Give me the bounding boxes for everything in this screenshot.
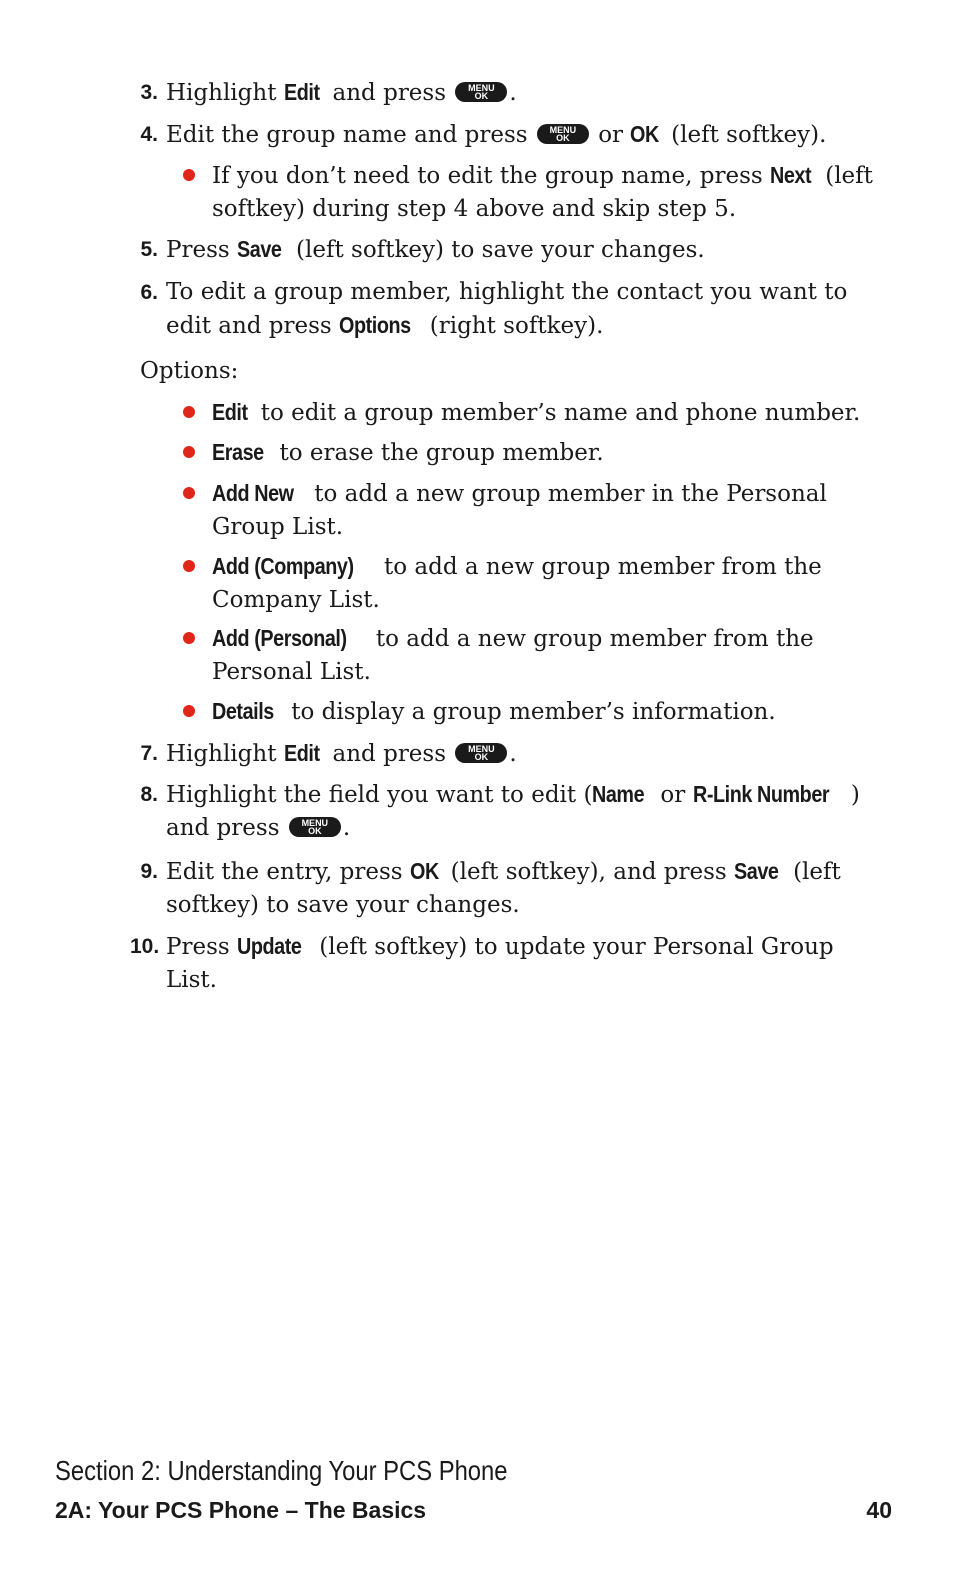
text-run: .	[509, 80, 517, 106]
option-term: Erase	[212, 439, 264, 465]
option-desc: to add a new group member from the Company List.	[212, 554, 822, 613]
menu-ok-key-icon: MENU OK	[289, 817, 341, 837]
step-4	[130, 118, 870, 152]
step-number: 8.	[140, 783, 158, 806]
option-text	[212, 436, 873, 470]
step-number: 3.	[140, 81, 158, 104]
text-run: (left softkey) to save your changes.	[288, 237, 705, 263]
step-number: 6.	[140, 281, 158, 304]
options-label: Options:	[140, 358, 239, 384]
option-term: Edit	[212, 399, 248, 425]
option-item	[183, 396, 873, 430]
note-text	[212, 159, 873, 226]
text-run: If you don’t need to edit the group name, press	[212, 163, 771, 189]
keyword-save: Save	[734, 858, 779, 884]
step-6	[130, 276, 870, 343]
step-9	[130, 855, 870, 922]
step-text	[166, 276, 870, 343]
text-run: Edit the group name and press	[166, 122, 535, 148]
text-run: ) and press	[166, 782, 860, 841]
keyword-edit: Edit	[283, 740, 320, 766]
text-run: Highlight	[166, 741, 284, 767]
text-run: and press	[325, 80, 454, 106]
step-4-note	[183, 159, 873, 226]
step-number: 5.	[140, 238, 158, 261]
option-term: Details	[212, 698, 274, 724]
keyword-name: Name	[592, 781, 645, 807]
text-run: (left softkey) during step 4 above and skip step 5.	[212, 163, 873, 222]
option-item	[183, 550, 873, 617]
text-run: Press	[166, 237, 237, 263]
option-term: Add (Personal)	[212, 625, 347, 651]
step-number: 9.	[140, 860, 158, 883]
text-run: or	[590, 122, 631, 148]
step-text	[166, 855, 870, 922]
option-desc: to display a group member’s information.	[283, 699, 776, 725]
option-term: Add New	[212, 480, 294, 506]
step-5	[130, 233, 870, 267]
menu-ok-key-icon: MENU OK	[537, 124, 589, 144]
keyword-ok: OK	[630, 121, 660, 147]
keyword-next: Next	[770, 162, 812, 188]
step-7	[130, 737, 870, 771]
step-8	[130, 778, 870, 845]
menu-ok-key-icon: MENU OK	[455, 743, 507, 763]
keyword-save: Save	[237, 236, 282, 262]
option-item	[183, 622, 873, 689]
bullet-icon	[183, 632, 195, 644]
text-run: Highlight	[166, 80, 284, 106]
option-desc: to add a new group member in the Personal Group List.	[212, 481, 827, 540]
option-item	[183, 695, 873, 729]
step-number: 7.	[140, 742, 158, 765]
text-run: .	[509, 741, 517, 767]
option-desc: to add a new group member from the Personal List.	[212, 626, 814, 685]
bullet-icon	[183, 446, 195, 458]
step-text	[166, 118, 870, 152]
option-desc: to erase the group member.	[272, 440, 604, 466]
keyword-r-link-number: R-Link Number	[692, 781, 829, 807]
step-text	[166, 233, 870, 267]
option-text	[212, 396, 873, 430]
keyword-ok: OK	[409, 858, 439, 884]
text-run: .	[342, 815, 351, 841]
text-run: (left softkey) to update your Personal Group List.	[166, 934, 834, 993]
bullet-icon	[183, 560, 195, 572]
step-number: 10.	[130, 935, 160, 958]
step-text	[166, 76, 870, 110]
page-number: 40	[866, 1497, 892, 1523]
option-item	[183, 477, 873, 544]
bullet-icon	[183, 406, 195, 418]
menu-ok-key-icon: MENU OK	[455, 82, 507, 102]
text-run: Edit the entry, press	[166, 859, 410, 885]
option-text	[212, 622, 873, 689]
text-run: (left softkey).	[663, 122, 827, 148]
option-item	[183, 436, 873, 470]
option-desc: to edit a group member’s name and phone number.	[253, 400, 861, 426]
step-number: 4.	[140, 123, 158, 146]
footer-section-title: Section 2: Understanding Your PCS Phone	[55, 1455, 508, 1486]
keyword-options: Options	[339, 312, 411, 338]
step-text	[166, 930, 870, 997]
footer-chapter-title: 2A: Your PCS Phone – The Basics	[55, 1497, 427, 1523]
option-text	[212, 695, 873, 729]
text-run: (left softkey) to save your changes.	[166, 859, 841, 918]
text-run: To edit a group member, highlight the contact you want to edit and press	[166, 279, 848, 339]
keyword-edit: Edit	[283, 79, 320, 105]
bullet-icon	[183, 487, 195, 499]
keyword-update: Update	[237, 933, 302, 959]
bullet-icon	[183, 705, 195, 717]
step-text	[166, 737, 870, 771]
option-text	[212, 550, 873, 617]
option-text	[212, 477, 873, 544]
text-run: (left softkey), and press	[443, 859, 735, 885]
text-run: and press	[325, 741, 454, 767]
text-run: or	[653, 782, 693, 808]
step-3	[130, 76, 870, 110]
text-run: (right softkey).	[422, 313, 604, 339]
text-run: Press	[166, 934, 237, 960]
step-10	[130, 930, 870, 997]
bullet-icon	[183, 169, 195, 181]
text-run: Highlight the field you want to edit (	[166, 782, 593, 808]
option-term: Add (Company)	[212, 553, 354, 579]
step-text	[166, 778, 870, 845]
